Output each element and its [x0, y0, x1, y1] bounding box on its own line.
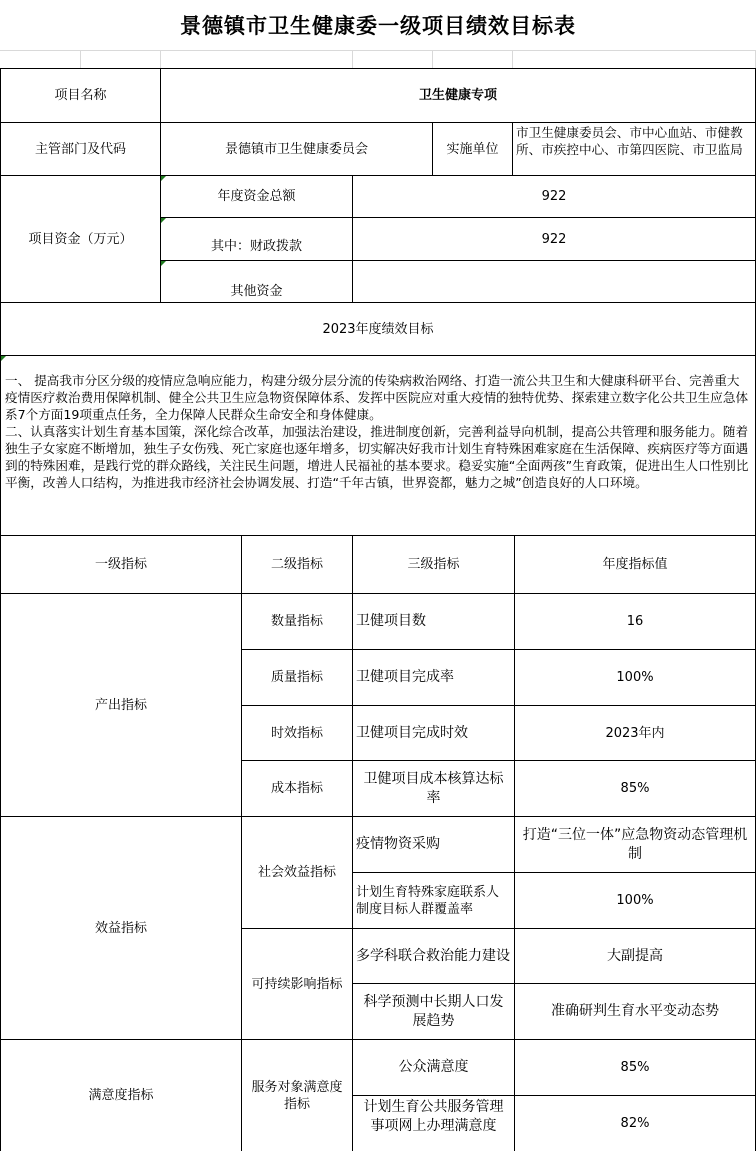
department-label: 主管部门及代码 — [34, 141, 126, 157]
output-indicator-label: 产出指标 — [94, 697, 147, 713]
header-level1: 一级指标 — [94, 557, 147, 572]
satisfaction-value-public: 85% — [620, 1060, 650, 1075]
service-satisfaction-label: 服务对象满意度指标 — [251, 1079, 343, 1112]
benefit-l3-multidisciplinary: 多学科联合救治能力建设 — [356, 947, 510, 964]
output-l3-quantity: 卫健项目数 — [356, 613, 426, 629]
funds-other-label: 其他资金 — [230, 284, 283, 299]
output-l3-cost: 卫健项目成本核算达标率 — [363, 770, 504, 806]
output-l3-quality: 卫健项目完成率 — [356, 669, 454, 685]
output-l3-timeliness: 卫健项目完成时效 — [356, 724, 468, 741]
funds-label: 项目资金（万元） — [28, 231, 133, 247]
project-name-label: 项目名称 — [54, 88, 107, 103]
output-value-timeliness: 2023年内 — [605, 725, 665, 741]
funds-total-value: 922 — [541, 189, 567, 204]
output-value-quality: 100% — [616, 670, 654, 685]
benefit-l3-epidemic-procurement: 疫情物资采购 — [356, 836, 440, 852]
funds-fiscal-value: 922 — [541, 231, 567, 247]
implementing-unit-label: 实施单位 — [446, 141, 499, 157]
goal-paragraph-1: 一、 提高我市分区分级的疫情应急响应能力，构建分级分层分流的传染病救治网络、打造一流公共卫生和大健康科研平台、完善重大疫情医疗救治费用保障机制、健全公共卫生应急物资保障体系、发挥中医院应对重大疫情的独特优势、探索建立数字化公共卫生应急体系7个方面19项重点任务，全力保障人民群众生命安全和身体健康。 — [5, 373, 749, 422]
funds-fiscal-label: 其中：财政拨款 — [210, 238, 302, 254]
header-level2: 二级指标 — [270, 557, 323, 572]
benefit-value-population-forecast: 准确研判生育水平变动态势 — [551, 1003, 719, 1019]
header-level3: 三级指标 — [407, 557, 460, 572]
header-annual-value: 年度指标值 — [602, 557, 668, 572]
project-name-value: 卫生健康专项 — [418, 88, 497, 103]
benefit-indicator-label: 效益指标 — [94, 920, 147, 936]
output-l2-quality: 质量指标 — [270, 670, 323, 685]
benefit-value-family-coverage: 100% — [616, 893, 654, 908]
output-l2-quantity: 数量指标 — [270, 614, 323, 629]
department-value: 景德镇市卫生健康委员会 — [224, 141, 368, 157]
benefit-l3-family-coverage: 计划生育特殊家庭联系人制度目标人群覆盖率 — [356, 884, 500, 917]
output-value-cost: 85% — [620, 781, 650, 796]
satisfaction-l3-online-service: 计划生育公共服务管理事项网上办理满意度 — [363, 1099, 504, 1134]
sustainable-impact-label: 可持续影响指标 — [251, 976, 343, 992]
funds-other-value — [353, 261, 755, 302]
benefit-value-epidemic-procurement: 打造“三位一体”应急物资动态管理机制 — [522, 826, 748, 862]
funds-total-label: 年度资金总额 — [217, 189, 296, 204]
goal-paragraph-2: 二、认真落实计划生育基本国策，深化综合改革，加强法治建设，推进制度创新，完善利益导向机制，提高公共管理和服务能力。随着独生子女家庭不断增加，独生子女伤残、死亡家庭也逐年增多，切实解决好我市计划生育特殊困难家庭在生活保障、疾病医疗等方面遇到的特殊困难，是践行党的群众路线，关注民生问题，增进人民福祉的基本要求。稳妥实施“全面两孩”生育政策，促进出生人口性别比平衡，改善人口结构，为推进我市经济社会协调发展、打造“千年古镇，世界瓷都，魅力之城”创造良好的人口环境。 — [5, 424, 749, 490]
benefit-l3-population-forecast: 科学预测中长期人口发展趋势 — [363, 993, 504, 1029]
implementing-unit-value: 市卫生健康委员会、市中心血站、市健教所、市疾控中心、市第四医院、市卫监局 — [516, 125, 743, 157]
annual-goal-label: 2023年度绩效目标 — [322, 321, 434, 337]
page-title: 景德镇市卫生健康委一级项目绩效目标表 — [180, 12, 576, 38]
goal-text — [1, 372, 755, 535]
satisfaction-value-online-service: 82% — [620, 1116, 650, 1131]
social-benefit-label: 社会效益指标 — [257, 865, 336, 880]
output-l2-cost: 成本指标 — [270, 781, 323, 796]
benefit-value-multidisciplinary: 大副提高 — [607, 947, 663, 964]
satisfaction-l3-public: 公众满意度 — [398, 1059, 469, 1075]
output-l2-timeliness: 时效指标 — [270, 725, 323, 741]
output-value-quantity: 16 — [626, 614, 644, 629]
satisfaction-indicator-label: 满意度指标 — [88, 1088, 154, 1103]
